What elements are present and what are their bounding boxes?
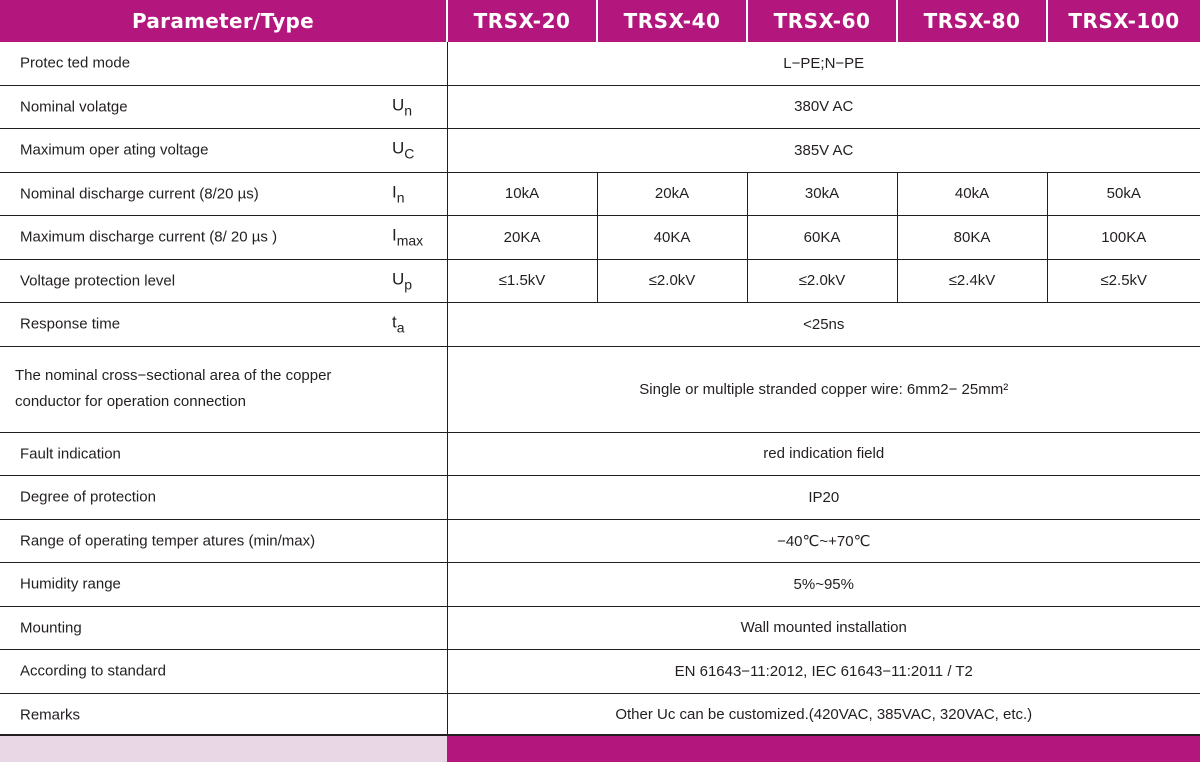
value-cell: 385V AC <box>447 129 1200 173</box>
value-cell: ≤2.0kV <box>597 259 747 303</box>
parameter-cell <box>0 563 447 607</box>
value-cell: Other Uc can be customized.(420VAC, 385VAC, 320VAC, etc.) <box>447 693 1200 737</box>
parameter-label: Maximum discharge current (8/ 20 µs ) <box>20 228 278 246</box>
parameter-label: Nominal volatge <box>20 98 128 116</box>
footer-band <box>0 734 1200 762</box>
value-cell: 80KA <box>897 216 1047 260</box>
parameter-label: Mounting <box>20 619 82 637</box>
parameter-cell <box>0 129 447 173</box>
model-header: TRSX-60 <box>747 0 897 42</box>
header-row <box>0 0 1200 42</box>
symbol-subscript: max <box>396 232 424 249</box>
value-cell: ≤2.5kV <box>1047 259 1200 303</box>
value-cell: 40kA <box>897 172 1047 216</box>
parameter-symbol <box>392 139 414 162</box>
parameter-cell <box>0 346 447 432</box>
parameter-label: Voltage protection level <box>20 272 176 290</box>
value-cell: 380V AC <box>447 85 1200 129</box>
value-cell: red indication field <box>447 432 1200 476</box>
symbol-subscript: n <box>396 189 405 206</box>
parameter-label: Humidity range <box>20 575 121 593</box>
symbol-letter: I <box>392 182 397 202</box>
parameter-symbol <box>392 226 423 249</box>
symbol-subscript: C <box>404 145 415 162</box>
parameter-cell <box>0 85 447 129</box>
parameter-label: Remarks <box>20 706 81 724</box>
table-row <box>0 42 1200 85</box>
symbol-subscript: a <box>396 319 405 336</box>
value-cell: Wall mounted installation <box>447 606 1200 650</box>
table-row <box>0 650 1200 694</box>
value-cell: 5%~95% <box>447 563 1200 607</box>
value-cell: IP20 <box>447 476 1200 520</box>
table-row <box>0 563 1200 607</box>
table-body <box>0 42 1200 737</box>
parameter-label: Nominal discharge current (8/20 µs) <box>20 185 259 203</box>
value-cell: 30kA <box>747 172 897 216</box>
value-cell: 100KA <box>1047 216 1200 260</box>
parameter-cell <box>0 303 447 347</box>
value-cell: L−PE;N−PE <box>447 42 1200 85</box>
parameter-cell <box>0 519 447 563</box>
parameter-cell <box>0 693 447 737</box>
symbol-letter: U <box>392 269 405 289</box>
symbol-letter: U <box>392 138 405 158</box>
model-header: TRSX-20 <box>447 0 597 42</box>
value-cell: 60KA <box>747 216 897 260</box>
footer-divider <box>0 734 1200 736</box>
table-row <box>0 172 1200 216</box>
symbol-letter: t <box>392 312 397 332</box>
table-row <box>0 129 1200 173</box>
symbol-letter: I <box>392 225 397 245</box>
parameter-symbol <box>392 313 405 336</box>
parameter-label: Range of operating temper atures (min/max) <box>20 532 316 550</box>
value-cell: ≤2.4kV <box>897 259 1047 303</box>
parameter-label: Fault indication <box>20 445 121 463</box>
value-cell: 20KA <box>447 216 597 260</box>
parameter-cell <box>0 42 447 85</box>
parameter-symbol <box>392 269 412 292</box>
parameter-symbol <box>392 182 405 205</box>
table-row <box>0 259 1200 303</box>
parameter-label: The nominal cross−sectional area of the copper conductor for operation connection <box>15 367 332 410</box>
symbol-letter: U <box>392 95 405 115</box>
value-cell: EN 61643−11:2012, IEC 61643−11:2011 / T2 <box>447 650 1200 694</box>
value-cell: Single or multiple stranded copper wire: 6mm2− 25mm² <box>447 346 1200 432</box>
model-header: TRSX-80 <box>897 0 1047 42</box>
value-cell: 20kA <box>597 172 747 216</box>
parameter-label: Maximum oper ating voltage <box>20 141 209 159</box>
table-row <box>0 303 1200 347</box>
parameter-type-header: Parameter/Type <box>0 0 447 42</box>
parameter-cell <box>0 650 447 694</box>
parameter-cell <box>0 476 447 520</box>
value-cell: 50kA <box>1047 172 1200 216</box>
table-row <box>0 432 1200 476</box>
parameter-cell <box>0 432 447 476</box>
table-row <box>0 346 1200 432</box>
value-cell: ≤2.0kV <box>747 259 897 303</box>
parameter-label: According to standard <box>20 662 166 680</box>
parameter-cell <box>0 259 447 303</box>
parameter-cell <box>0 606 447 650</box>
parameter-label: Degree of protection <box>20 488 156 506</box>
parameter-label: Response time <box>20 315 121 333</box>
table-row <box>0 216 1200 260</box>
table-row <box>0 476 1200 520</box>
value-cell: ≤1.5kV <box>447 259 597 303</box>
model-header: TRSX-40 <box>597 0 747 42</box>
value-cell: 40KA <box>597 216 747 260</box>
table-row <box>0 606 1200 650</box>
footer-band-right <box>447 734 1200 762</box>
symbol-subscript: n <box>404 102 413 119</box>
table-row <box>0 85 1200 129</box>
model-header: TRSX-100 <box>1047 0 1200 42</box>
table-row <box>0 693 1200 737</box>
footer-band-left <box>0 734 447 762</box>
parameter-symbol <box>392 95 412 118</box>
value-cell: <25ns <box>447 303 1200 347</box>
value-cell: 10kA <box>447 172 597 216</box>
symbol-subscript: p <box>404 276 413 293</box>
value-cell: −40℃~+70℃ <box>447 519 1200 563</box>
parameter-cell <box>0 172 447 216</box>
table-row <box>0 519 1200 563</box>
parameter-label: Protec ted mode <box>20 54 131 72</box>
parameter-cell <box>0 216 447 260</box>
